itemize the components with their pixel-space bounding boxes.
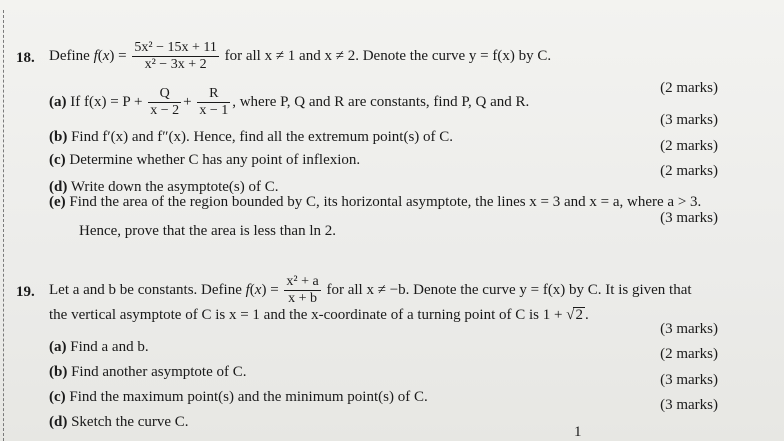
q18-intro-suffix: for all xyxy=(224,47,261,64)
q18a-frac-r-den: x − 1 xyxy=(199,103,229,118)
q18e xyxy=(49,193,701,211)
q18e-label: (e) xyxy=(49,194,66,210)
q18a-frac-r xyxy=(197,86,230,119)
q18a-marks: (2 marks) xyxy=(660,80,718,96)
q19b-label: (b) xyxy=(49,364,68,380)
q18e-marks: (3 marks) xyxy=(660,210,718,226)
q19-line2-prefix: the vertical asymptote of C is x = 1 and the x-coordinate of a turning point of C is 1 + xyxy=(49,307,563,323)
q18c-marks: (2 marks) xyxy=(660,138,718,154)
dashed-margin xyxy=(3,10,4,441)
q18c xyxy=(49,151,360,169)
q18a-frac-q-den: x − 2 xyxy=(150,103,180,118)
q19b xyxy=(49,363,247,381)
q18-f-fraction xyxy=(132,40,218,73)
q19-f-denominator: x + b xyxy=(288,291,318,306)
q18-number: 18. xyxy=(16,50,35,66)
q18a-frac-q xyxy=(148,86,181,119)
q18-intro-prefix: Define xyxy=(49,47,90,64)
q18e-line2: Hence, prove that the area is less than ln 2. xyxy=(79,223,336,239)
q18d-marks: (2 marks) xyxy=(660,163,718,179)
q19b-marks: (2 marks) xyxy=(660,346,718,362)
q19c-marks: (3 marks) xyxy=(660,372,718,388)
q19-line2: the vertical asymptote of C is x = 1 and the x-coordinate of a turning point of C is 1 + √2 . xyxy=(49,307,589,323)
q19-intro: Let a and b be constants. Define f(x) = $\frac{\text{x² + a}}{x + b}$ for all x ≠ −b. Denote the curve y = f(x) by C. It is given that xyxy=(49,274,692,306)
q19c-label: (c) xyxy=(49,389,66,405)
q19a-label: (a) xyxy=(49,339,67,355)
q19-intro-suffix: for all x ≠ −b. Denote the curve y = f(x) by C. It is given that xyxy=(326,281,692,298)
q19a-text: Find a and b. xyxy=(70,339,149,355)
q19d-label: (d) xyxy=(49,414,68,430)
q19b-text: Find another asymptote of C. xyxy=(71,364,247,380)
q19a xyxy=(49,338,149,356)
q19-f-numerator: x² + a xyxy=(286,274,319,289)
q18d-text: Write down the asymptote(s) of C. xyxy=(70,179,279,195)
q18-intro: Define f(x) = $\frac{\text{5x² − 15x + 11}}{\text{x² − 3x + 2}}$ for all x ≠ 1 and x ≠ 2. Denote the curve y = f(x) by C. xyxy=(49,40,552,72)
q18b-label: (b) xyxy=(49,129,68,145)
q19a-marks: (3 marks) xyxy=(660,321,718,337)
q18a-text-pre: If f(x) = P + xyxy=(70,93,143,110)
q18b xyxy=(49,128,453,146)
q19-line2-suffix: . xyxy=(584,307,589,323)
q18c-text: Determine whether C has any point of inflexion. xyxy=(69,152,361,168)
q18a-frac-r-num: R xyxy=(197,86,230,103)
q18a-label: (a) xyxy=(49,93,67,110)
q18e-text: Find the area of the region bounded by C, its horizontal asymptote, the lines x = 3 and x = a, where a > 3. xyxy=(69,194,702,210)
q18a-frac-q-num: Q xyxy=(148,86,181,103)
q19d xyxy=(49,413,189,431)
q19c xyxy=(49,388,428,406)
q19-number: 19. xyxy=(16,284,35,300)
q18-f-numerator: 5x² − 15x + 11 xyxy=(134,40,217,55)
q19d-marks: (3 marks) xyxy=(660,397,718,413)
q18-domain: x ≠ 1 and x ≠ 2. Denote the curve y = f(x) by C. xyxy=(264,47,552,64)
q19-f-fraction xyxy=(284,274,320,307)
q19c-text: Find the maximum point(s) and the minimum point(s) of C. xyxy=(69,389,428,405)
q18c-label: (c) xyxy=(49,152,66,168)
q18d-label: (d) xyxy=(49,179,68,195)
q18-f-denominator: x² − 3x + 2 xyxy=(144,57,207,72)
q19-intro-prefix: Let a and b be constants. Define xyxy=(49,281,242,298)
page-number: 1 xyxy=(574,424,582,440)
q19d-text: Sketch the curve C. xyxy=(71,414,189,430)
q18b-text: Find f′(x) and f″(x). Hence, find all the extremum point(s) of C. xyxy=(71,129,454,145)
q19-sqrt: 2 xyxy=(575,307,583,323)
q18a: (a) If f(x) = P + $\frac{Q}{x - 2}$ + $\frac{R}{x - 1}$ , where P, Q and R are constants, find P, Q and R. xyxy=(49,86,530,118)
q18b-marks: (3 marks) xyxy=(660,112,718,128)
q18a-text-post: , where P, Q and R are constants, find P, Q and R. xyxy=(232,93,530,110)
